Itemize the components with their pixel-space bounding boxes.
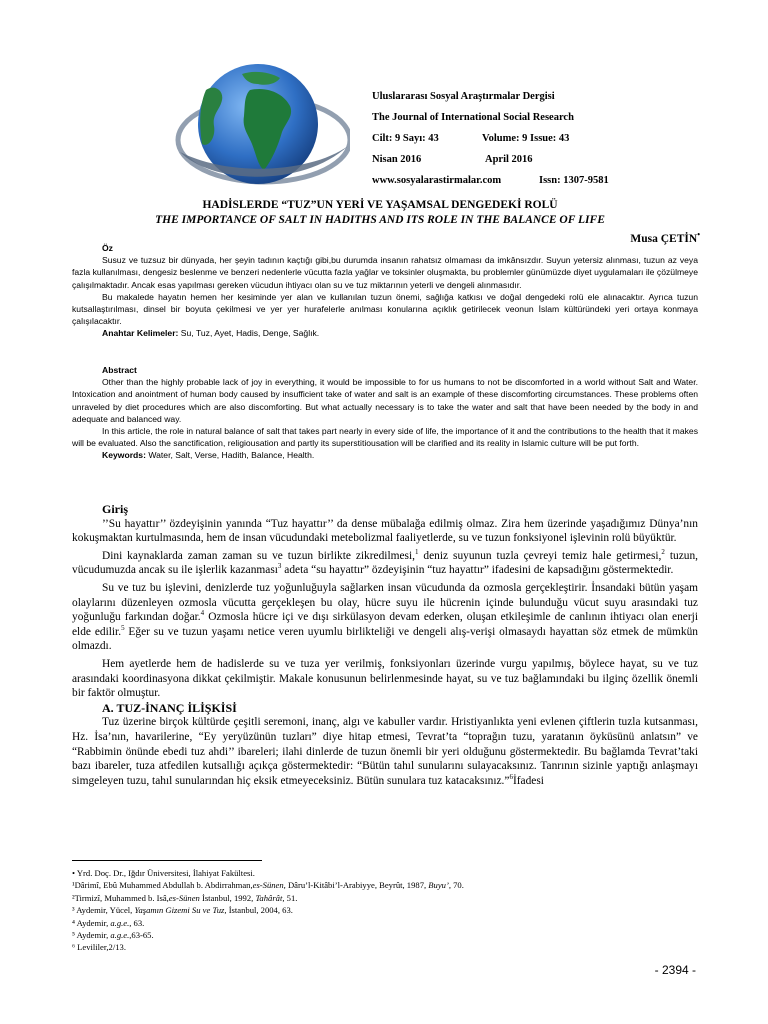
volume-tr: Cilt: 9 Sayı: 43: [372, 133, 439, 144]
footnote-ref-2[interactable]: 2: [661, 547, 665, 556]
fn-text: ⁴ Aydemir,: [72, 917, 109, 928]
section-heading-a: A. TUZ-İNANÇ İLİŞKİSİ: [102, 700, 237, 715]
article-body: [72, 502, 698, 788]
body-paragraph-2: [72, 549, 698, 578]
abstract-tr-p1: Susuz ve tuzsuz bir dünyada, her şeyin tadının kaçtığı gibi,bu durumda insanın rahatsız olmaması da imkânsızdır. Suyun yetersiz alınması, tuzun az veya fazla kullanılması, dengesiz beslenme ve benzeri nedenlerle vücutta fazla yağlar ve toksinler oluşmakta, bu problemler günümüzde diyet uygulamaları ile çözülmeye çalışılmaktadır. Ancak esas yapılması gereken vücudun ihtiyacı olan su ve tuz miktarının yeterli ve dengeli alınmasıdır.: [72, 255, 698, 290]
body-text: Tuz üzerine birçok kültürde çeşitli seremoni, inanç, algı ve kabuller vardır. Hristiyanlıkta yeni evlenen çiftlerin tuzla kutsanması, Hz. İsa’nın, havarilerine, “Ey yeryüzünün tuzları” diye hitap etmesi, Tevrat’ta “toprağın tuzu, yaratanın öyküsünü anlatsın” ve “Rabbimin önünde ebedi tuz ahdi’’ ibareleri; ilahi dinlerde de tuzun önemli bir yeri olduğunu göstermektedir. Bu bağlamda Tevrat’taki bazı ibareler, tuza atfedilen kutsallığı açıkça göstermektedir: “Bütün tahıl sunularını sulayacaksınız. Tanrının sizinle yaptığı anlaşmayı simgeleyen tuzu, tahıl sunularından hiç eksik etmeyeceksiniz. Bütün sunulara tuz katacaksınız.”: [72, 716, 698, 787]
body-text: Eğer su ve tuzun yaşamı netice veren uyumlu birlikteliği ve dengeli alış-verişi olmasaydı hayattan söz etmek de mümkün olmazdı.: [72, 625, 698, 653]
body-paragraph-1: ’’Su hayattır’’ özdeyişinin yanında “Tuz hayattır’’ da dense mübalağa edilmiş olmaz. Zira hem üzerinde yaşadığımız Dünya’nın kokuşmaktan kurtulmasında, hem de insan vücudundaki metebolizmal faaliyetlerde, su ve tuzun fonksiyonel işlevinin rolü büyüktür.: [72, 517, 698, 545]
abstract-en-p1: Other than the highly probable lack of joy in everything, it would be impossible to for us humans to not be discomforted in a world without Salt and Water. Intoxication and anointment of human body caused by insufficient take of water and salt is an example of these discomforting circumstances. These problems often unraveled by diet procedures which are also discomforting. But what actually necessary is to take the water and salt that have been needed by the body in and adequate and balanced way.: [72, 377, 698, 424]
fn-text: , Dâru’l-Kitâbi’l-Arabiyye, Beyrût, 1987,: [283, 880, 427, 891]
volume-line: [372, 128, 702, 149]
fn-text: ¹Dârimî, Ebû Muhammed Abdullah b. Abdirrahman,: [72, 880, 253, 891]
fn-text: , 63.: [129, 917, 145, 928]
date-en: April 2016: [485, 154, 533, 165]
fn-text: , 51.: [282, 892, 298, 903]
footnote-author: • Yrd. Doç. Dr., Iğdır Üniversitesi, İlahiyat Fakültesi.: [72, 868, 255, 878]
footnote-6: ⁶ Levililer,2/13.: [72, 942, 126, 953]
footnote-ref-6[interactable]: 6: [509, 772, 513, 781]
body-text: adeta “su hayattır” özdeyişinin “tuz hayattır” ifadesini de kapsadığını göstermektedir.: [281, 564, 674, 577]
body-text: Su ve tuz bu işlevini, denizlerde tuz yoğunluğuyla sağlarken insan vücudunda da ozmosla gerçekleştirir. İnsandaki bütün yaşam olaylarını düzenleyen ozmosla vücutta gerçekleşen bu olay, hücre suyu ile hücrenin içinde bulunduğu vücut suyu arasındaki tuz yoğunluğu farkından doğar.: [72, 581, 698, 624]
volume-en: Volume: 9 Issue: 43: [482, 133, 570, 144]
page-number: - 2394 -: [654, 963, 696, 977]
footnotes: [72, 867, 698, 954]
footnote-5: [72, 929, 698, 941]
fn-title: Buyu’: [426, 880, 449, 891]
keywords-en: [72, 449, 698, 461]
keywords-en-label: Keywords:: [102, 450, 146, 461]
journal-title-en: The Journal of International Social Research: [372, 112, 574, 123]
abstract-tr: [72, 242, 698, 340]
body-text: İfadesi: [512, 774, 544, 787]
date-line: [372, 149, 702, 170]
body-text: Ozmosla hücre içi ve dışı sirkülasyon devam ederken, oluşan etkileşimle de canlının ihtiyacı olan enerji elde edilir.: [72, 611, 698, 638]
body-text: Dini kaynaklarda zaman zaman su ve tuzun birlikte zikredilmesi,: [102, 549, 415, 562]
body-paragraph-5: [72, 715, 698, 788]
fn-text: , İstanbul, 2004, 63.: [224, 905, 293, 916]
fn-title: a.g.e.: [108, 917, 130, 928]
fn-title: a.g.e.: [108, 930, 130, 941]
abstract-en-p2: In this article, the role in natural balance of salt that takes part nearly in every side of life, the importance of it and the contributions to the health that it makes will be evaluated. Also the sanctification, religiousation and partly its superstitiousation will be clarified and its reality in Islamic culture will be put forth.: [72, 426, 698, 449]
footnote-ref-5[interactable]: 5: [121, 623, 125, 632]
fn-text: ²Tirmizî, Muhammed b. Isâ,: [72, 892, 169, 903]
fn-title: es-Sünen: [252, 880, 284, 891]
abstract-tr-p2: Bu makalede hayatın hemen her kesiminde yer alan ve kullanılan tuzun önemi, sağlığa katkısı ve doğal dengedeki rolü ele alınacaktır. Ayrıca tuzun kutsallaştırılması, dinsel bir boyuta çekilmesi ve yer yer hurafelerle anılması konularına açıklık getirilecek veonun İslam kültüründeki yeri ortaya konmaya çalışılacaktır.: [72, 291, 698, 327]
journal-info: [372, 86, 702, 191]
issn: Issn: 1307-9581: [539, 175, 609, 186]
fn-text: ,63-65.: [129, 930, 154, 941]
article-title-en: THE IMPORTANCE OF SALT IN HADITHS AND ITS ROLE IN THE BALANCE OF LIFE: [155, 214, 605, 226]
footnote-ref-4[interactable]: 4: [200, 609, 205, 618]
keywords-tr: [72, 327, 698, 339]
section-heading-giris: Giriş: [102, 502, 128, 516]
body-paragraph-4: Hem ayetlerde hem de hadislerde su ve tuza yer verilmiş, fonksiyonları üzerinde vurgu yapılmış, böylece hayat, su ve tuz arasındaki koordinasyona dikkat çekilmiştir. Makale konusunun belirlenmesinde hayat, su ve tuz bağlamındaki bu ilginç özellik önemli bir faktör olmuştur.: [72, 657, 698, 700]
fn-text: ⁵ Aydemir,: [72, 930, 109, 941]
web-line: [372, 170, 702, 191]
abstract-en: [72, 364, 698, 462]
keywords-tr-label: Anahtar Kelimeler:: [102, 328, 179, 339]
author-text: Musa ÇETİN: [630, 232, 698, 245]
journal-title-tr: Uluslararası Sosyal Araştırmalar Dergisi: [372, 91, 555, 102]
footnote-ref-3[interactable]: 3: [277, 562, 282, 571]
fn-title: Tahârât: [253, 892, 283, 903]
footnote-ref-1[interactable]: 1: [415, 547, 419, 556]
footnote-2: [72, 892, 698, 904]
website-link[interactable]: www.sosyalarastirmalar.com: [372, 175, 502, 186]
date-tr: Nisan 2016: [372, 154, 422, 165]
fn-text: ³ Aydemir, Yücel,: [72, 905, 133, 916]
fn-text: , 70.: [448, 880, 464, 891]
footnote-4: [72, 917, 698, 929]
body-text: tuzun, vücudumuzda ancak su ile işlerlik kazanması: [72, 549, 698, 577]
author-footnote-mark: •: [697, 230, 700, 239]
footnote-1: [72, 879, 698, 891]
body-text: deniz suyunun tuzla çevreyi temiz hale getirmesi,: [418, 549, 662, 562]
fn-title: Yaşamın Gizemi Su ve Tuz: [132, 905, 225, 916]
body-paragraph-3: [72, 581, 698, 654]
footnote-3: [72, 904, 698, 916]
article-title-tr: HADİSLERDE “TUZ”UN YERİ VE YAŞAMSAL DENGEDEKİ ROLÜ: [202, 199, 558, 211]
abstract-tr-heading: Öz: [102, 243, 113, 253]
footnote-divider: [72, 860, 262, 861]
keywords-en-list: Water, Salt, Verse, Hadith, Balance, Health.: [145, 450, 315, 461]
fn-title: es-Sünen: [168, 892, 200, 903]
keywords-tr-list: Su, Tuz, Ayet, Hadis, Denge, Sağlık.: [178, 328, 320, 339]
abstract-en-heading: Abstract: [102, 365, 137, 375]
fn-text: İstanbul, 1992,: [199, 892, 254, 903]
globe-logo: [172, 60, 350, 200]
